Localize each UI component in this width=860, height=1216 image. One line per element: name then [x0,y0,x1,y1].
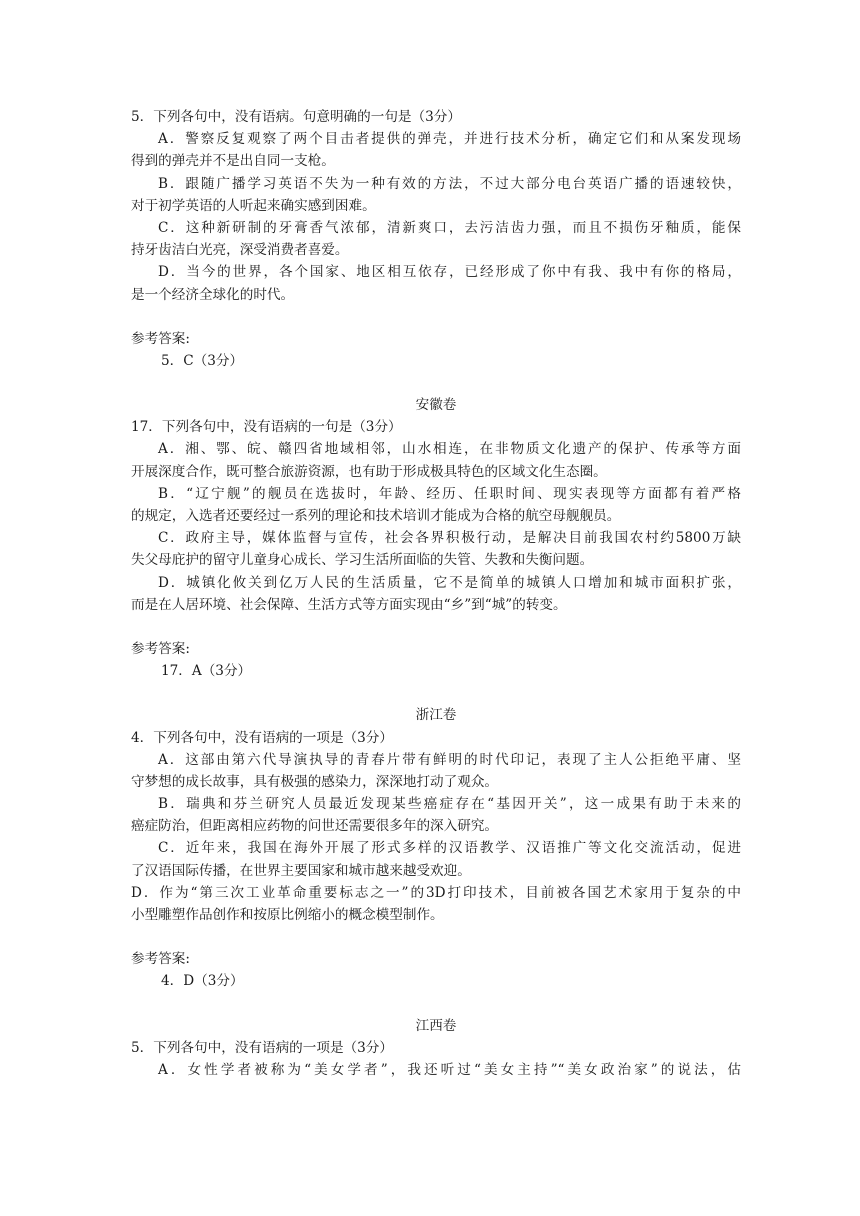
answer-label: 参考答案: [131,951,190,968]
section-heading-anhui: 安徽卷 [415,397,457,414]
option-c-line1: C．近年来，我国在海外开展了形式多样的汉语教学、汉语推广等文化交流活动，促进 [158,840,741,857]
document-body [131,106,741,1081]
option-d-line2: 小型雕塑作品创作和按原比例缩小的概念模型制作。 [131,907,444,923]
option-b-line1: B．“辽宁舰”的舰员在选拔时，年龄、经历、任职时间、现实表现等方面都有着严格 [158,485,741,502]
option-a-line2: 开展深度合作，既可整合旅游资源，也有助于形成极具特色的区域文化生态圈。 [131,463,607,480]
option-b-line2: 癌症防治，但距离相应药物的问世还需要很多年的深入研究。 [131,818,499,835]
option-d-line2: 是一个经济全球化的时代。 [131,286,295,303]
option-a-line1: A．女性学者被称为“美女学者”，我还听过“美女主持”“美女政治家”的说法，估 [158,1061,741,1078]
question-stem: 5．下列各句中，没有语病的一项是（3分） [131,1039,393,1056]
section-heading-zhejiang: 浙江卷 [415,707,457,724]
option-a-line1: A．警察反复观察了两个目击者提供的弹壳，并进行技术分析，确定它们和从案发现场 [158,131,741,148]
option-d-line2: 而是在人居环境、社会保障、生活方式等方面实现由“乡”到“城”的转变。 [131,596,567,613]
option-b-line2: 对于初学英语的人听起来确实感到困难。 [131,197,376,214]
section-heading-jiangxi: 江西卷 [415,1017,457,1034]
answer: 5．C（3分） [161,352,244,369]
answer-label: 参考答案: [131,640,190,657]
option-a-line2: 得到的弹壳并不是出自同一支枪。 [131,153,335,170]
option-a-line2: 守梦想的成长故事，具有极强的感染力，深深地打动了观众。 [131,773,499,790]
option-c-line2: 失父母庇护的留守儿童身心成长、学习生活所面临的失管、失教和失衡问题。 [131,552,594,569]
answer-label: 参考答案: [131,330,190,347]
question-stem: 4．下列各句中，没有语病的一项是（3分） [131,729,393,746]
option-b-line1: B．瑞典和芬兰研究人员最近发现某些癌症存在“基因开关”，这一成果有助于未来的 [158,796,741,813]
option-d-line1: D．城镇化攸关到亿万人民的生活质量，它不是简单的城镇人口增加和城市面积扩张， [158,574,741,591]
option-c-line2: 持牙齿洁白光亮，深受消费者喜爱。 [131,242,349,259]
question-stem: 5．下列各句中，没有语病。句意明确的一句是（3分） [131,109,461,125]
option-c-line2: 了汉语国际传播，在世界主要国家和城市越来越受欢迎。 [131,862,471,879]
answer: 4．D（3分） [161,973,244,990]
option-a-line1: A．这部由第六代导演执导的青春片带有鲜明的时代印记，表现了主人公拒绝平庸、坚 [158,751,741,768]
option-d-line1: D．当今的世界，各个国家、地区相互依存，已经形成了你中有我、我中有你的格局， [158,264,741,281]
option-b-line1: B．跟随广播学习英语不失为一种有效的方法，不过大部分电台英语广播的语速较快， [158,175,741,192]
option-c-line1: C．政府主导，媒体监督与宣传，社会各界积极行动，是解决目前我国农村约5800万缺 [158,530,741,547]
option-b-line2: 的规定，入选者还要经过一系列的理论和技术培训才能成为合格的航空母舰舰员。 [131,508,621,524]
answer: 17．A（3分） [161,663,252,680]
question-stem: 17．下列各句中，没有语病的一句是（3分） [131,419,402,436]
option-a-line1: A．湘、鄂、皖、赣四省地域相邻，山水相连，在非物质文化遗产的保护、传承等方面 [158,441,741,458]
option-c-line1: C．这种新研制的牙膏香气浓郁，清新爽口，去污洁齿力强，而且不损伤牙釉质，能保 [158,219,741,236]
option-d-line1: D．作为“第三次工业革命重要标志之一”的3D打印技术，目前被各国艺术家用于复杂的中 [131,884,741,901]
